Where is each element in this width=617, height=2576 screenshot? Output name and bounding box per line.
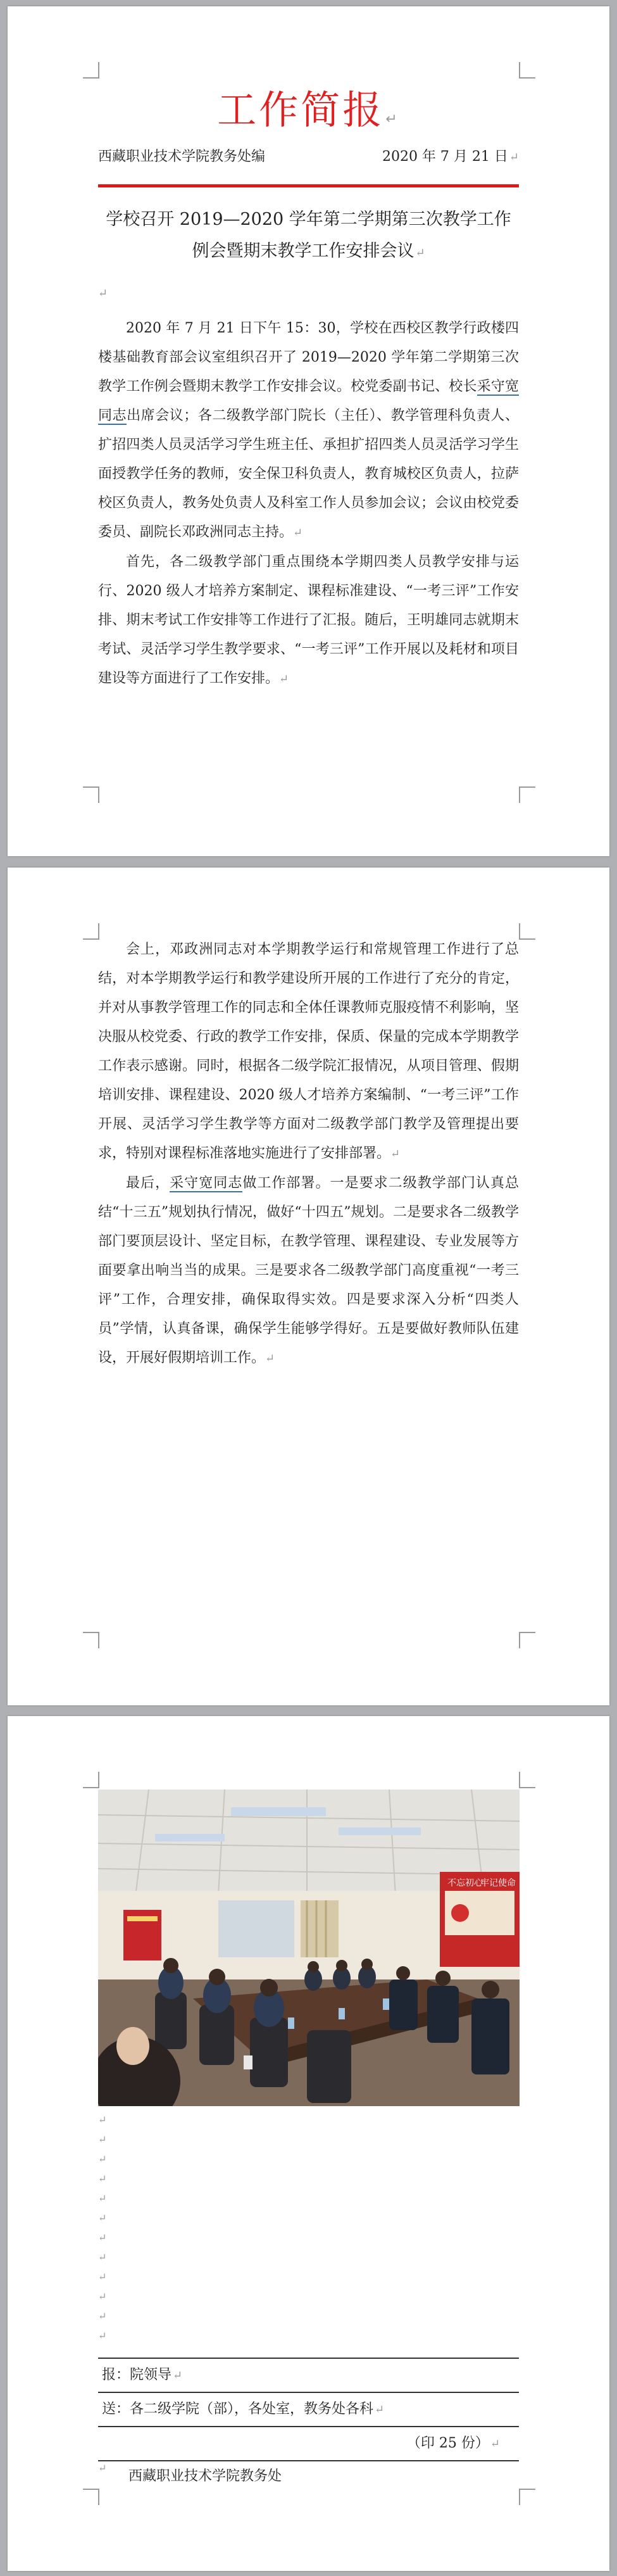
crop-mark-bottom-left <box>83 1632 99 1648</box>
bulletin-header <box>98 146 519 165</box>
paragraph-3: 会上，邓政洲同志对本学期教学运行和常规管理工作进行了总结，对本学期教学运行和教学建设所开展的工作进行了充分的肯定，并对从事教学管理工作的同志和全体任课教师克服疫情不利影响，坚决服从校党委、行政的教学工作安排，保质、保量的完成本学期教学工作表示感谢。同时，根据各二级学院汇报情况，从项目管理、假期培训安排、课程建设、2020 级人才培养方案编制、“一考三评”工作开展、灵活学习学生教学等方面对二级教学部门教学及管理提出要求，特别对课程标准落地实施进行了安排部署。↵ <box>98 942 519 1161</box>
issuer-row <box>98 2426 519 2484</box>
article-title <box>106 204 511 269</box>
issue-date: 2020 年 7 月 21 日 ↵ <box>382 149 519 165</box>
principal-name: 采守宽同志 <box>98 379 519 424</box>
print-copies: （印 25 份） ↵ <box>406 2435 500 2451</box>
empty-paragraph-mark: ↵ <box>98 287 108 300</box>
bulletin-title-text: 工作简报 <box>217 87 385 133</box>
body-text-page-1 <box>98 285 519 694</box>
crop-mark-top-left <box>83 1772 99 1788</box>
photo-slogan-right: 牢记使命 <box>480 1878 516 1888</box>
meeting-photo-illustration <box>98 1790 520 2106</box>
paragraph-2: 首先，各二级教学部门重点围绕本学期四类人员教学安排与运行、2020 级人才培养方案制定、课程标准建设、“一考三评”工作安排、期末考试工作安排等工作进行了汇报。随后，王明雄同志就期末考试、灵活学习学生教学要求、“一考三评”工作开展以及耗材和项目建设等方面进行了工作安排。↵ <box>98 554 519 686</box>
send-to-row: 送：各二级学院（部），各处室，教务处各科 ↵ <box>98 2392 519 2426</box>
crop-mark-top-right <box>519 923 535 940</box>
meeting-photo <box>98 1790 520 2106</box>
empty-paragraph-marks: ↵ ↵ ↵ ↵ ↵ ↵ ↵ ↵ ↵ ↵ ↵ ↵ <box>98 2114 107 2342</box>
crop-mark-bottom-left <box>83 2489 99 2505</box>
crop-mark-top-left <box>83 923 99 940</box>
paragraph-1: 2020 年 7 月 21 日下午 15：30，学校在西校区教学行政楼四楼基础教育部会议室组织召开了 2019—2020 学年第二学期第三次教学工作例会暨期末教学工作安排会议。校党委副书记、校长采守宽同志出席会议；各二级教学部门院长（主任）、教学管理科负责人、扩招四类人员灵活学习学生班主任、承担扩招四类人员灵活学习学生面授教学任务的教师，安全保卫科负责人，教育城校区负责人，拉萨校区负责人，教务处负责人及科室工作人员参加会议；会议由校党委委员、副院长邓政洲同志主持。↵ <box>98 320 519 540</box>
document-page-3 <box>8 1716 609 2571</box>
red-divider <box>98 184 519 187</box>
article-title-line-1: 学校召开 2019—2020 学年第二学期第三次教学工作 <box>106 210 511 229</box>
crop-mark-top-right <box>519 62 535 79</box>
crop-mark-bottom-right <box>519 2489 535 2505</box>
crop-mark-bottom-right <box>519 1632 535 1648</box>
empty-paragraph-mark: ↵ <box>98 2462 107 2474</box>
article-title-line-2: 例会暨期末教学工作安排会议 ↵ <box>192 241 425 261</box>
distribution-table <box>98 2358 519 2484</box>
photo-slogan-left: 不忘初心 <box>447 1878 483 1888</box>
issuer: 西藏职业技术学院教务处编 <box>98 149 266 165</box>
principal-name: 采守宽同志 <box>170 1175 243 1191</box>
document-page-1 <box>8 6 609 856</box>
document-page-2 <box>8 868 609 1705</box>
paragraph-4: 最后，采守宽同志做工作部署。一是要求二级教学部门认真总结“十三五”规划执行情况，做好“十四五”规划。二是要求各二级教学部门要顶层设计、坚定目标，在教学管理、课程建设、专业发展等方面要拿出响当当的成果。三是要求各二级教学部门高度重视“一考三评”工作，合理安排，确保取得实效。四是要求深入分析“四类人员”学情，认真备课，确保学生能够学得好。五是要做好教师队伍建设，开展好假期培训工作。↵ <box>98 1175 519 1366</box>
crop-mark-top-right <box>519 1772 535 1788</box>
crop-mark-top-left <box>83 62 99 79</box>
crop-mark-bottom-right <box>519 786 535 803</box>
issuer-footer: 西藏职业技术学院教务处 <box>128 2468 282 2484</box>
body-text-page-2 <box>98 935 519 1373</box>
crop-mark-bottom-left <box>83 786 99 803</box>
report-to-row: 报：院领导 ↵ <box>98 2358 519 2392</box>
bulletin-title: 工作简报↵ <box>217 87 400 133</box>
